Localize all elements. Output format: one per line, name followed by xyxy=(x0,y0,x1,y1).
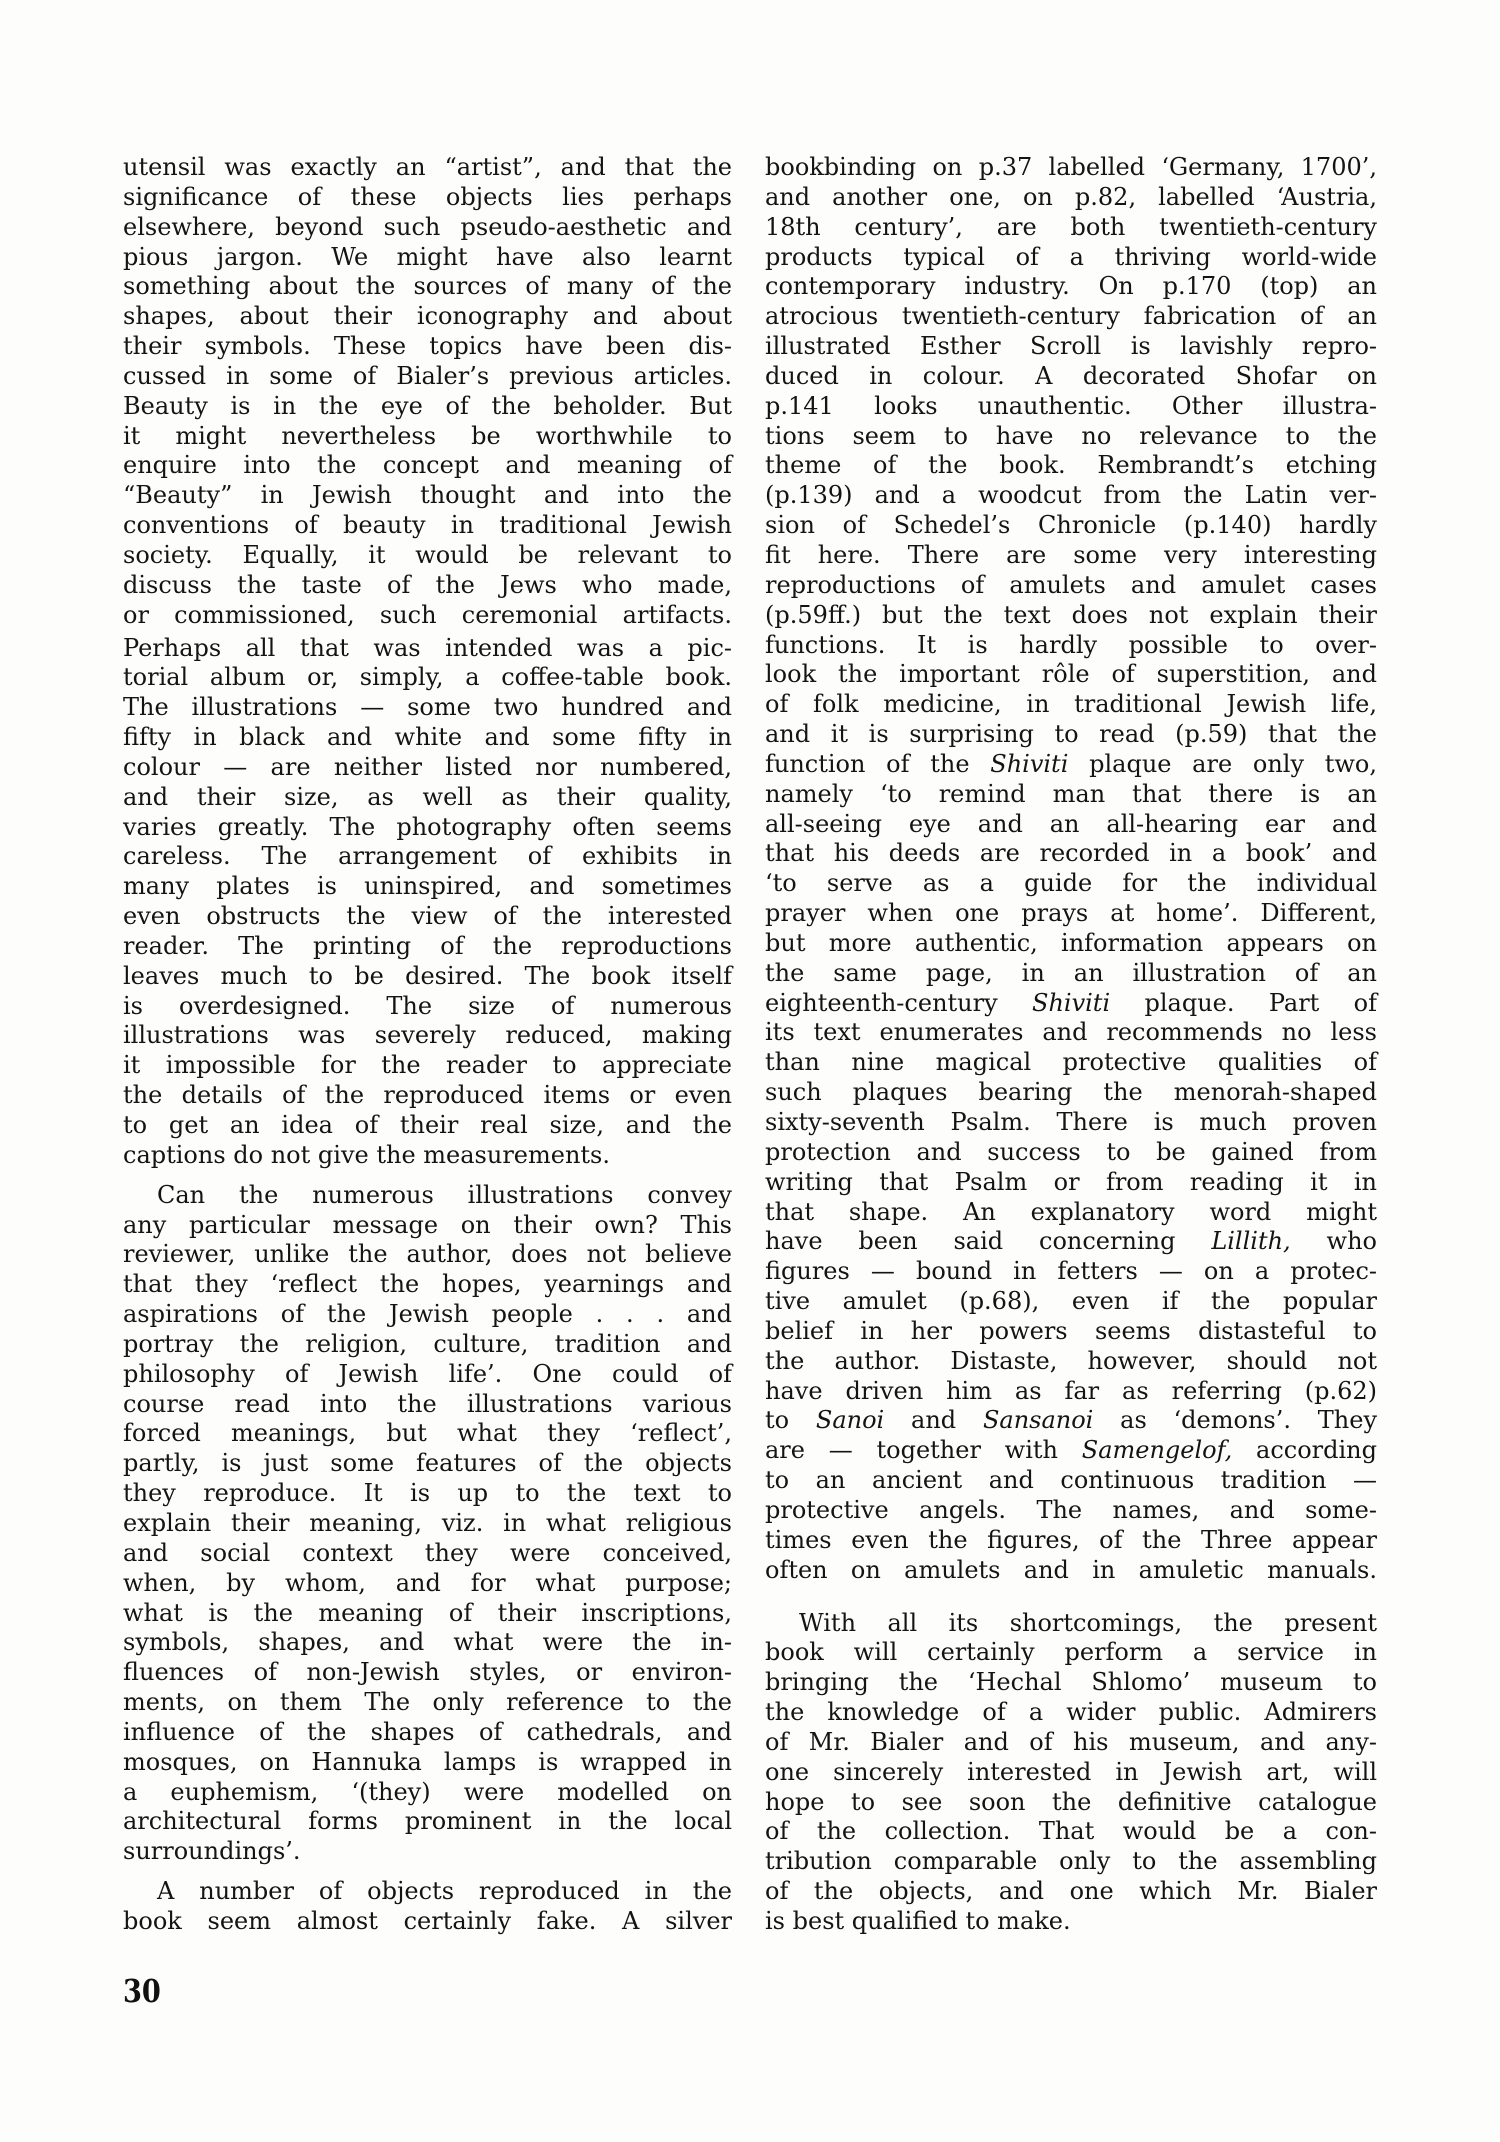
text-line: what is the meaning of their inscriptions, xyxy=(123,1598,732,1627)
text-line: significance of these objects lies perhaps xyxy=(123,182,732,211)
text-line: atrocious twentieth-century fabrication of an xyxy=(765,302,1377,331)
text-line: sixty-seventh Psalm. There is much proven xyxy=(765,1108,1377,1136)
text-run: who xyxy=(1290,1227,1378,1256)
text-line: reproductions of amulets and amulet cases xyxy=(765,570,1377,599)
italic-term: Sansanoi xyxy=(982,1406,1094,1435)
text-line: often on amulets and in amuletic manuals. xyxy=(765,1555,1377,1584)
text-line: and their size, as well as their quality, xyxy=(123,782,732,811)
paragraph xyxy=(123,1181,732,1867)
text-line: p.141 looks unauthentic. Other illustra- xyxy=(765,391,1377,420)
text-line: products typical of a thriving world-wide xyxy=(765,242,1377,271)
text-line: it might nevertheless be worthwhile to xyxy=(123,421,732,450)
text-line: to get an idea of their real size, and the xyxy=(123,1111,732,1139)
text-line: forced meanings, but what they ‘reflect’, xyxy=(123,1419,732,1448)
text-line: that they ‘reflect the hopes, yearnings and xyxy=(123,1270,732,1299)
text-line: tions seem to have no relevance to the xyxy=(765,421,1377,450)
text-line: the knowledge of a wider public. Admirers xyxy=(765,1698,1377,1727)
text-line: is best qualified to make. xyxy=(765,1906,1071,1935)
left-column xyxy=(123,153,732,1937)
text-line: ‘to serve as a guide for the individual xyxy=(765,869,1377,898)
text-line: surroundings’. xyxy=(123,1837,301,1866)
text-line: prayer when one prays at home’. Different, xyxy=(765,899,1377,928)
text-line: shapes, about their iconography and about xyxy=(123,302,732,331)
text-line: colour — are neither listed nor numbered, xyxy=(123,752,732,781)
italic-term: Samengelof, xyxy=(1081,1436,1233,1465)
text-line: “Beauty” in Jewish thought and into the xyxy=(123,481,732,510)
text-line: even obstructs the view of the interested xyxy=(123,902,732,931)
text-line: or commissioned, such ceremonial artifacts. xyxy=(123,600,732,629)
paragraph xyxy=(123,1877,732,1937)
text-line: portray the religion, culture, tradition and xyxy=(123,1329,732,1358)
text-line: they reproduce. It is up to the text to xyxy=(123,1479,732,1508)
text-line: sion of Schedel’s Chronicle (p.140) hardly xyxy=(765,511,1377,540)
text-line: such plaques bearing the menorah-shaped xyxy=(765,1078,1377,1107)
text-line: namely ‘to remind man that there is an xyxy=(765,779,1377,808)
text-line xyxy=(765,1406,1377,1436)
paragraph xyxy=(765,1609,1377,1937)
text-line xyxy=(765,989,1377,1019)
text-line: reviewer, unlike the author, does not believe xyxy=(123,1240,732,1269)
text-line: discuss the taste of the Jews who made, xyxy=(123,570,732,599)
page-number: 30 xyxy=(123,1972,161,2010)
paragraph xyxy=(123,634,732,1171)
text-line: fifty in black and white and some fifty in xyxy=(123,723,732,752)
text-line: hope to see soon the definitive catalogue xyxy=(765,1787,1377,1816)
text-line: book will certainly perform a service in xyxy=(765,1638,1377,1667)
text-line: the author. Distaste, however, should not xyxy=(765,1346,1377,1375)
text-line: than nine magical protective qualities of xyxy=(765,1048,1377,1077)
text-line: writing that Psalm or from reading it in xyxy=(765,1167,1377,1196)
text-line: captions do not give the measurements. xyxy=(123,1140,610,1169)
text-line: belief in her powers seems distasteful to xyxy=(765,1316,1377,1345)
text-line: protective angels. The names, and some- xyxy=(765,1495,1377,1524)
text-line: pious jargon. We might have also learnt xyxy=(123,242,732,271)
text-run: eighteenth-century xyxy=(765,988,1032,1017)
italic-term: Shiviti xyxy=(1032,988,1111,1017)
text-line: duced in colour. A decorated Shofar on xyxy=(765,361,1377,390)
text-line: With all its shortcomings, the present xyxy=(799,1608,1377,1637)
text-line: protection and success to be gained from xyxy=(765,1137,1377,1166)
text-line: tive amulet (p.68), even if the popular xyxy=(765,1287,1377,1316)
text-line: varies greatly. The photography often seems xyxy=(123,812,732,841)
text-line: theme of the book. Rembrandt’s etching xyxy=(765,451,1377,480)
text-line: that shape. An explanatory word might xyxy=(765,1197,1377,1226)
italic-term: Sanoi xyxy=(815,1406,885,1435)
text-line: but more authentic, information appears on xyxy=(765,928,1377,957)
text-line: book seem almost certainly fake. A silver xyxy=(123,1906,732,1935)
text-line: bringing the ‘Hechal Shlomo’ museum to xyxy=(765,1668,1377,1697)
text-line: Beauty is in the eye of the beholder. But xyxy=(123,391,732,420)
text-line: course read into the illustrations various xyxy=(123,1389,732,1418)
text-line xyxy=(765,1227,1377,1257)
text-line: enquire into the concept and meaning of xyxy=(123,451,732,480)
text-line: explain their meaning, viz. in what religious xyxy=(123,1508,732,1537)
text-run: plaque are only two, xyxy=(1068,749,1377,778)
text-run: function of the xyxy=(765,749,991,778)
text-line: torial album or, simply, a coffee-table book. xyxy=(123,663,732,692)
text-line: times even the figures, of the Three appear xyxy=(765,1525,1377,1554)
text-line: look the important rôle of superstition, and xyxy=(765,660,1377,689)
text-run: have been said concerning xyxy=(765,1227,1212,1256)
text-line: Perhaps all that was intended was a pic- xyxy=(123,633,732,662)
paragraph xyxy=(123,153,732,631)
text-line: (p.139) and a woodcut from the Latin ver- xyxy=(765,481,1377,510)
text-line: it impossible for the reader to appreciate xyxy=(123,1051,732,1080)
text-line: Can the numerous illustrations convey xyxy=(157,1180,732,1209)
text-line: tribution comparable only to the assembling xyxy=(765,1847,1377,1876)
text-line: leaves much to be desired. The book itself xyxy=(123,961,732,990)
text-line: and social context they were conceived, xyxy=(123,1538,732,1567)
text-line: reader. The printing of the reproductions xyxy=(123,931,732,960)
text-line xyxy=(765,750,1377,780)
text-line: and it is surprising to read (p.59) that the xyxy=(765,720,1377,749)
text-line: symbols, shapes, and what were the in- xyxy=(123,1628,732,1657)
text-run: as ‘demons’. They xyxy=(1093,1406,1377,1435)
text-line: careless. The arrangement of exhibits in xyxy=(123,842,732,871)
text-run: to xyxy=(765,1406,816,1435)
text-line: any particular message on their own? This xyxy=(123,1210,732,1239)
text-line: all-seeing eye and an all-hearing ear and xyxy=(765,809,1377,838)
text-line: functions. It is hardly possible to over- xyxy=(765,630,1377,659)
paragraph xyxy=(765,153,1377,1586)
text-line: A number of objects reproduced in the xyxy=(157,1877,732,1906)
text-line: a euphemism, ‘(they) were modelled on xyxy=(123,1777,732,1806)
text-line: conventions of beauty in traditional Jewish xyxy=(123,511,732,540)
text-line: elsewhere, beyond such pseudo-aesthetic and xyxy=(123,212,732,241)
text-line: utensil was exactly an “artist”, and that the xyxy=(123,153,732,181)
text-line: partly, is just some features of the objects xyxy=(123,1449,732,1478)
text-line: mosques, on Hannuka lamps is wrapped in xyxy=(123,1747,732,1776)
text-line: when, by whom, and for what purpose; xyxy=(123,1568,732,1597)
text-line: figures — bound in fetters — on a protec- xyxy=(765,1257,1377,1286)
text-line: illustrated Esther Scroll is lavishly repro- xyxy=(765,332,1377,361)
text-line: many plates is uninspired, and sometimes xyxy=(123,872,732,901)
text-line: of Mr. Bialer and of his museum, and any- xyxy=(765,1727,1377,1756)
italic-term: Lillith, xyxy=(1211,1227,1291,1256)
text-line: their symbols. These topics have been dis- xyxy=(123,332,732,361)
right-column xyxy=(765,153,1377,1937)
text-line: bookbinding on p.37 labelled ‘Germany, 1700’, xyxy=(765,153,1377,181)
text-line: of the objects, and one which Mr. Bialer xyxy=(765,1877,1377,1906)
text-line: the details of the reproduced items or even xyxy=(123,1081,732,1110)
text-line: one sincerely interested in Jewish art, will xyxy=(765,1757,1377,1786)
text-line: have driven him as far as referring (p.62) xyxy=(765,1376,1377,1405)
text-run: are — together with xyxy=(765,1436,1082,1465)
text-line: fluences of non-Jewish styles, or environ- xyxy=(123,1658,732,1687)
italic-term: Shiviti xyxy=(990,749,1069,778)
text-line: philosophy of Jewish life’. One could of xyxy=(123,1359,732,1388)
text-line: (p.59ff.) but the text does not explain their xyxy=(765,600,1377,629)
text-run: and xyxy=(884,1406,983,1435)
text-line: The illustrations — some two hundred and xyxy=(123,693,732,722)
text-line: is overdesigned. The size of numerous xyxy=(123,991,732,1020)
text-line: influence of the shapes of cathedrals, and xyxy=(123,1717,732,1746)
text-line xyxy=(765,1436,1377,1466)
text-line: fit here. There are some very interesting xyxy=(765,540,1377,569)
text-line: its text enumerates and recommends no less xyxy=(765,1018,1377,1047)
text-line: contemporary industry. On p.170 (top) an xyxy=(765,272,1377,301)
text-line: cussed in some of Bialer’s previous articles. xyxy=(123,361,732,390)
text-line: 18th century’, are both twentieth-century xyxy=(765,212,1377,241)
text-run: according xyxy=(1232,1436,1377,1465)
text-run: plaque. Part of xyxy=(1110,988,1377,1017)
text-line: to an ancient and continuous tradition — xyxy=(765,1466,1377,1495)
text-line: that his deeds are recorded in a book’ and xyxy=(765,839,1377,868)
text-line: the same page, in an illustration of an xyxy=(765,958,1377,987)
text-line: society. Equally, it would be relevant to xyxy=(123,540,732,569)
text-line: illustrations was severely reduced, making xyxy=(123,1021,732,1050)
text-line: of the collection. That would be a con- xyxy=(765,1817,1377,1846)
text-line: aspirations of the Jewish people . . . and xyxy=(123,1300,732,1329)
text-line: and another one, on p.82, labelled ‘Austria, xyxy=(765,182,1377,211)
text-line: ments, on them The only reference to the xyxy=(123,1688,732,1717)
text-line: something about the sources of many of the xyxy=(123,272,732,301)
text-line: of folk medicine, in traditional Jewish life, xyxy=(765,690,1377,719)
text-line: architectural forms prominent in the local xyxy=(123,1807,732,1836)
